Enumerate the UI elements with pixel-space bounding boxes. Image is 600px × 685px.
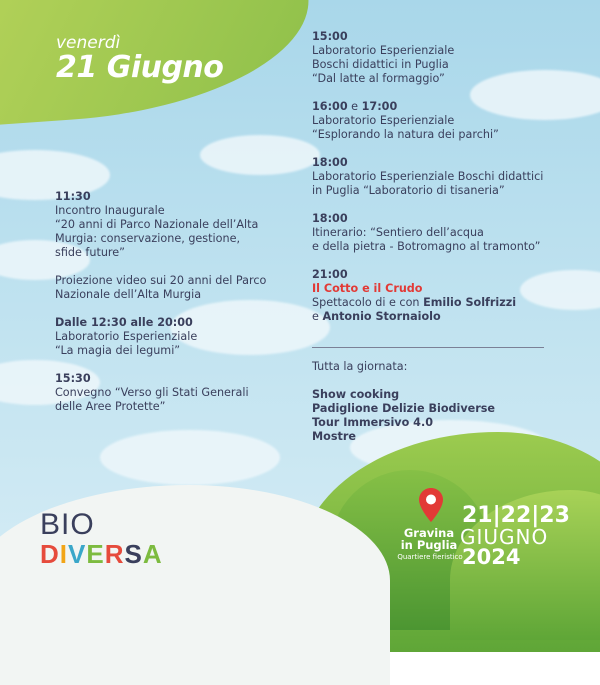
logo-letter: V	[68, 539, 87, 569]
schedule-line-text: e	[312, 310, 323, 323]
schedule-line: “Dal latte al formaggio”	[312, 72, 445, 85]
all-day-item: Padiglione Delizie Biodiverse	[312, 402, 496, 415]
logo-top-text: BIO	[40, 508, 95, 541]
schedule-time-separator: e	[347, 100, 362, 113]
schedule-line: Murgia: conservazione, gestione,	[55, 232, 241, 245]
event-month: GIUGNO	[460, 525, 549, 549]
schedule-line: in Puglia “Laboratorio di tisaneria”	[312, 184, 505, 197]
schedule-line: Proiezione video sui 20 anni del Parco	[55, 274, 267, 287]
schedule-time: 18:00	[312, 212, 348, 225]
schedule-time: Dalle 12:30 alle 20:00	[55, 316, 193, 329]
schedule-line: Incontro Inaugurale	[55, 204, 165, 217]
all-day-item: Tour Immersivo 4.0	[312, 416, 433, 429]
schedule-time: 15:00	[312, 30, 348, 43]
all-day-item: Show cooking	[312, 388, 400, 401]
city-line: Gravina	[403, 526, 455, 540]
logo-bottom-text	[40, 540, 163, 568]
schedule-time	[312, 100, 582, 114]
schedule-line	[312, 310, 582, 324]
all-day-item: Mostre	[312, 430, 356, 443]
schedule-time: 11:30	[55, 190, 91, 203]
schedule-item-evening	[312, 268, 582, 324]
right-schedule	[312, 30, 582, 338]
day-label: venerdì	[56, 33, 121, 53]
logo-letter: I	[59, 539, 69, 569]
venue-label: Quartiere fieristico	[397, 553, 463, 561]
schedule-item	[312, 30, 582, 86]
logo-letter: S	[124, 539, 143, 569]
schedule-item	[312, 156, 582, 198]
schedule-time: 18:00	[312, 156, 348, 169]
schedule-line: Laboratorio Esperienziale	[55, 330, 198, 343]
schedule-item	[312, 100, 582, 142]
schedule-line: Laboratorio Esperienziale	[312, 114, 455, 127]
schedule-line: sfide future”	[55, 246, 125, 259]
cloud	[200, 135, 320, 175]
schedule-line: delle Aree Protette”	[55, 400, 166, 413]
all-day-label: Tutta la giornata:	[312, 360, 408, 373]
show-title: Il Cotto e il Crudo	[312, 282, 423, 295]
location-pin-icon	[418, 487, 444, 523]
schedule-line: Laboratorio Esperienziale Boschi didattici	[312, 170, 544, 183]
schedule-item	[55, 316, 295, 358]
cloud	[100, 430, 280, 485]
divider	[312, 347, 544, 348]
all-day-section	[312, 360, 562, 444]
event-days: 21|22|23	[462, 503, 570, 528]
performer-name: Antonio Stornaiolo	[322, 310, 441, 323]
event-year: 2024	[462, 545, 521, 569]
schedule-line: Nazionale dell’Alta Murgia	[55, 288, 202, 301]
schedule-line: e della pietra - Botromagno al tramonto”	[312, 240, 541, 253]
schedule-item	[55, 190, 295, 260]
biodiversa-logo	[40, 510, 163, 568]
schedule-line: “Esplorando la natura dei parchi”	[312, 128, 499, 141]
schedule-line-text: Spettacolo di e con	[312, 296, 424, 309]
logo-letter: E	[86, 539, 105, 569]
schedule-item	[312, 212, 582, 254]
schedule-time: 21:00	[312, 268, 348, 281]
schedule-line	[312, 296, 582, 310]
schedule-time-end: 17:00	[361, 100, 398, 113]
logo-letter: D	[40, 539, 60, 569]
schedule-line: Itinerario: “Sentiero dell’acqua	[312, 226, 484, 239]
date-title: 21 Giugno	[56, 50, 224, 85]
schedule-line: Convegno “Verso gli Stati Generali	[55, 386, 249, 399]
left-schedule	[55, 190, 295, 428]
schedule-line: “La magia dei legumi”	[55, 344, 181, 357]
logo-letter: A	[142, 539, 163, 569]
location-city	[392, 527, 466, 551]
schedule-item	[55, 274, 295, 302]
city-line: in Puglia	[400, 538, 458, 552]
schedule-item	[55, 372, 295, 414]
performer-name: Emilio Solfrizzi	[423, 296, 517, 309]
schedule-time: 15:30	[55, 372, 91, 385]
schedule-line: “20 anni di Parco Nazionale dell’Alta	[55, 218, 259, 231]
schedule-time-start: 16:00	[312, 100, 348, 113]
logo-letter: R	[104, 539, 125, 569]
schedule-line: Boschi didattici in Puglia	[312, 58, 449, 71]
schedule-line: Laboratorio Esperienziale	[312, 44, 455, 57]
